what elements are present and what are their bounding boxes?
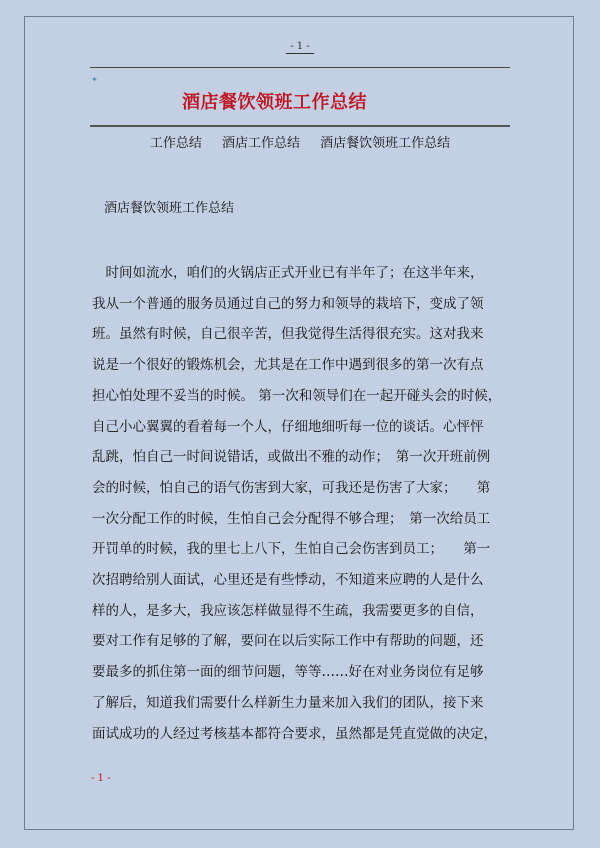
body-line: 开罚单的时候，我的里七上八下，生怕自己会伤害到员工； 第一: [92, 541, 491, 558]
body-line: 一次分配工作的时候，生怕自己会分配得不够合理； 第一次给员工: [92, 510, 491, 527]
document-title: 酒店餐饮领班工作总结: [182, 92, 367, 113]
body-line: 班。虽然有时候，自己很辛苦，但我觉得生活得很充实。这对我来: [92, 326, 484, 343]
body-line: 面试成功的人经过考核基本都符合要求，虽然都是凭直觉做的决定，: [92, 725, 497, 742]
tag-item: 酒店餐饮领班工作总结: [320, 136, 451, 151]
title-rule: [90, 125, 510, 127]
body-line: 了解后，知道我们需要什么样新生力量来加入我们的团队，接下来: [92, 694, 484, 711]
tag-item: 工作总结: [149, 136, 202, 151]
body-line: 样的人，是多大，我应该怎样做显得不生疏，我需要更多的自信，: [92, 602, 484, 619]
tag-row: [0, 135, 600, 153]
body-text: [92, 258, 514, 749]
page-number-bottom: - 1 -: [91, 773, 111, 784]
page-number-top-text: - 1 -: [286, 41, 313, 54]
body-line: 自己小心翼翼的看着每一个人，仔细地细听每一位的谈话。心怦怦: [92, 418, 484, 435]
body-line: 次招聘给别人面试，心里还是有些悸动，不知道来应聘的人是什么: [92, 572, 484, 589]
page-number-top: [0, 41, 600, 54]
body-line: 要最多的抓住第一面的细节问题，等等……好在对业务岗位有足够: [92, 664, 484, 681]
tag-item: 酒店工作总结: [221, 136, 300, 151]
body-line: 说是一个很好的锻炼机会，尤其是在工作中遇到很多的第一次有点: [92, 357, 484, 374]
body-paragraph: [92, 258, 514, 749]
body-line: 乱跳，怕自己一时间说错话，或做出不雅的动作； 第一次开班前例: [92, 449, 491, 466]
body-line: 我从一个普通的服务员通过自己的努力和领导的栽培下，变成了领: [92, 295, 484, 312]
section-heading: 酒店餐饮领班工作总结: [104, 201, 235, 216]
body-line: 担心怕处理不妥当的时候。 第一次和领导们在一起开碰头会的时候，: [92, 387, 502, 404]
body-line: 时间如流水，咱们的火锅店正式开业已有半年了；在这半年来，: [92, 265, 484, 281]
body-line: 要对工作有足够的了解，要问在以后实际工作中有帮助的问题，还: [92, 633, 484, 650]
body-line: 会的时候，怕自己的语气伤害到大家，可我还是伤害了大家； 第: [92, 479, 491, 496]
header-rule: [90, 67, 510, 68]
bullet-icon: ✦: [91, 75, 98, 84]
